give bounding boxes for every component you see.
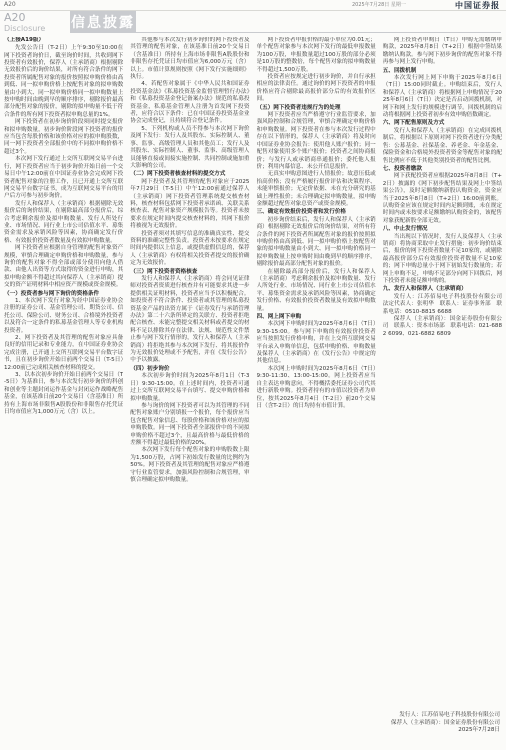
section-heading: （二）网下投资者核查材料的提交方式 [130, 171, 226, 178]
body-paragraph: 本次网下发行通过上交所互联网交易平台进行，网下投资者应当于初步询价开始日前一个交易日中午12:00前在中国证券业协会完成网下投资者配售对象的注册工作，且已开通上交所互联网交易平台数字证书，成为互联网交易平台的用户后方可参与初步询价。 [4, 156, 124, 200]
section-english: Disclosure [4, 24, 46, 33]
article-body [4, 37, 502, 687]
section-heading: 四、网上网下申购 [256, 314, 302, 321]
article-column-3 [257, 37, 376, 687]
body-paragraph: 网下投资者应根据自身管理的配售对象资产规模，审慎合理确定申购价格和申购数量，参与询价的配售对象不得全部或部分使用向他人借款、由他人出资等方式取得的资金进行申购，其拟申购金额不得超过其向保荐人（主承销商）提交的资产证明材料中相应资产规模或资金规模。 [4, 245, 124, 289]
body-paragraph: 4、若配售对象属于《中华人民共和国证券投资基金法》《私募投资基金监督管理暂行办法》和《私募投资基金登记备案办法》规范的私募投资基金，私募基金管理人注册为首发网下投资者，应符合以下条件：已在中国证券投资基金业协会完成登记，且持续符合登记条件。 [130, 81, 250, 125]
body-paragraph: 初步询价结束后，发行人和保荐人（主承销商）根据剔除无效报价后的询价结果，对所有符合条件的网下投资者所属配售对象的报价按照拟申购价格由高到低、同一拟申购价格上按配售对象的拟申购数量由小到大、同一拟申购价格同一拟申购数量上按申购时间由晚到早的顺序排序，剔除报价最高部分配售对象的报价。 [256, 216, 376, 268]
body-paragraph: 本次初步询价时间为2025年8月1日（T-3日）9:30-15:00。在上述时间内，投资者可通过上交所互联网交易平台填写、提交申购价格和拟申购数量。 [130, 373, 250, 402]
signature-sponsor: 保荐人（主承销商）：国金证券股份有限公司 [390, 719, 500, 726]
section-heading: 八、中止发行情况 [382, 226, 428, 233]
section-heading: 九、发行人和保荐人（主承销商） [382, 286, 467, 293]
body-paragraph: 当出现以下情况时，发行人及保荐人（主承销商）将协商采取中止发行措施：初步询价结束后，报价的网下投资者数量不足10家的，或剔除最高报价部分后有效报价投资者数量不足10家的；网下申购总量小于网下初始发行数量的；若网上申购不足，申购不足部分向网下回拨后，网下投资者未能足额申购的。 [382, 233, 502, 284]
body-paragraph: 投资者须对其填写信息的准确真实性、提交资料的准确完整性负责。投资者未按要求在规定时间内提供以上信息，或提供虚假信息的，保荐人（主承销商）有权将相关投资者提交的报价确定为无效报价。 [130, 230, 250, 267]
body-paragraph: 参与询价的网下投资者可以为其管理的不同配售对象账户分别填报一个报价，每个报价应当包含配售对象信息、每股价格和该价格对应的拟申购股数。同一网下投资者全部报价中的不同拟申购价格不超过3个，且最高价格与最低价格的差额不得超过最低价格的20%。 [130, 402, 250, 446]
section-banner [70, 11, 136, 33]
body-paragraph: 网下投资者及其管理的配售对象应于2025年7月29日（T-5日）中午12:00前通过保荐人（主承销商）网下投资者管理系统提交核查材料，核查材料包括网下投资者承诺函、关联关系核查表、配售对象资产规模报告等。投资者未按要求在规定时间内提交核查材料的，其网下报价将被视为无效报价。 [130, 178, 250, 230]
body-paragraph: 发行人：江苏佰易电子科技股份有限公司 法定代表人：张明华 联系人：证券事务部 联系电话：0510-8815 6688 [382, 293, 502, 315]
continuation-tag: （上接A19版） [4, 37, 45, 43]
article-column-4 [383, 37, 502, 687]
body-paragraph: 其他参与本次发行初步询价的网下投资者及其管理的配售对象，在该基准日前20个交易日（含基准日）所持有上海市场非限售A股股份和非限售存托凭证日均市值应为6,000万元（含）以上。市值计算规则按照《网下发行实施细则》执行。 [130, 37, 250, 81]
section-title: 信息披露 [71, 15, 135, 31]
section-heading: （五）网下投资者违规行为的处理 [256, 104, 341, 111]
article-column-1 [4, 37, 123, 687]
body-paragraph: 1、本次网下发行对象为经中国证券业协会注册的证券公司、基金管理公司、期货公司、信托公司、保险公司、财务公司、合格境外投资者以及符合一定条件的私募基金管理人等专业机构投资者。 [4, 298, 124, 334]
signature-issuer: 发行人：江苏佰易电子科技股份有限公司 [399, 712, 500, 718]
body-paragraph: 本次网上申购时间为2025年8月6日（T日）9:30-11:30、13:00-15:00。网上投资者应当自主表达申购意向，不得概括委托证券公司代其进行新股申购。投资者持有的市值以投资者为单位，按其2025年8月4日（T-2日）前20个交易日（含T-2日）的日均持有市值计算。 [256, 365, 376, 409]
page-label [4, 12, 45, 33]
issue-date: 2025年7月28日 星期一 [352, 2, 406, 8]
body-paragraph: 先发公告日（T-2日）上午9:30至10:00在网下投资者询价日，截至询价时间，共收到网下投资者有效报价，保荐人（主承销商）根据剔除无效报价后的询价结果，对所有符合条件的网下投资者所属配售对象的报价按照拟申购价格由高到低、同一拟申购价格上按配售对象的拟申购数量由小到大、同一拟申购价格同一拟申购数量上按申购时间由晚到早的顺序排序，剔除报价最高部分配售对象的报价，剔除的拟申购量不低于符合条件的所有网下投资者拟申购总量的1%。 [4, 45, 124, 118]
section-heading: 五、回拨机制 [382, 67, 417, 74]
body-paragraph: 发行人和保荐人（主承销商）在完成回拨机制后，将根据以下原则对网下投资者进行分类配售：公募基金、社保基金、养老金、年金基金、保险资金和合格境外投资者资金等配售对象的配售比例应不低于其他类别投资者的配售比例。 [382, 127, 502, 164]
body-paragraph: 发行人和保荐人（主承销商）将会同见证律师对投资者资质进行核查并有可能要求其进一步提供相关证明材料，投资者应当予以积极配合。如投资者不符合条件、投资者或其管理的私募投资基金产品的出资方属于《证券发行与承销管理办法》第二十六条所界定的关联方、投资者拒绝配合核查、未能完整提交相关材料或者提交的材料不足以排除其存在法律、法规、规范性文件禁止参与网下发行情形的，发行人和保荐人（主承销商）将拒绝其参与本次网下发行、将其报价作为无效报价处理或不予配售，并在《发行公告》中予以披露。 [130, 276, 250, 364]
section-heading: 六、网下配售原则及方式 [382, 120, 445, 127]
top-page-number: A20 [4, 1, 16, 8]
section-heading: （一）投资者参与网下询价的资格条件 [4, 290, 100, 297]
body-paragraph: 本次网下申购时间为2025年8月6日（T日）9:30-15:00。参与网下申购的有效报价投资者应当按照发行价格申购，并在上交所互联网交易平台录入申购单信息，包括申购价格、申购数量及保荐人（主承销商）在《发行公告》中规定的其他信息。 [256, 321, 376, 365]
signature-date: 2025年7月28日 [458, 727, 500, 733]
body-paragraph: 网下投资者在初步询价阶段须同时提交报价和拟申购数量，初步询价阶段网下投资者的报价应当包含每股价格和该价格对应的拟申购股数，同一网下投资者全部报价中的不同拟申购价格不超过3个。 [4, 119, 124, 155]
body-paragraph: 网下投资者应当严格遵守行业监管要求，加强风险控制和合规管理，审慎合理确定申购价格和申购数量。网下投资者在参与本次发行过程中存在以下情形的，保荐人（主承销商）将及时向中国证券业协会报告：使用他人账户报价；同一配售对象使用多个账户报价；投资者之间协商报价；与发行人或承销商串通报价；委托他人报价；利用内幕信息、未公开信息报价。 [256, 112, 376, 170]
header-rule [136, 32, 501, 33]
body-paragraph: 3、以本次初步询价开始日前两个交易日（T-5日）为基准日，参与本次发行初步询价的科创和创业等主题封闭运作基金与封闭运作战略配售基金，在该基准日前20个交易日（含基准日）所持有上海市场非限售A股股份和非限售存托凭证日均市值应为1,000万元（含）以上。 [4, 372, 124, 416]
body-paragraph: 2、网下投资者及其管理的配售对象应具备良好的信用记录和专业能力，在中国证券业协会完成注册，已开通上交所互联网交易平台数字证书，且在初步询价开始日前两个交易日（T-5日）12:00前已完成相关核查材料的提交。 [4, 335, 124, 371]
body-paragraph: 本次发行网上网下申购于2025年8月6日（T日）15:00同时截止。申购结束后，发行人和保荐人（主承销商）将根据网上申购情况于2025年8月6日（T日）决定是否启动回拨机制，对网下和网上发行的规模进行调节。回拨机制的启动将根据网上投资者初步有效申购倍数确定。 [382, 75, 502, 119]
body-paragraph: 在剔除最高部分报价后，发行人和保荐人（主承销商）考虑剩余报价及拟申购数量、发行人所处行业、市场情况、同行业上市公司估值水平、募集资金需求及承销风险等因素，协商确定发行价格、有效报价投资者数量及有效拟申购数量。 [256, 268, 376, 312]
body-paragraph: 发行人和保荐人（主承销商）根据剔除无效报价后的询价结果，在剔除最高部分报价后，综合考虑剩余报价及拟申购数量、发行人所处行业、市场情况、同行业上市公司估值水平、募集资金需求及承销风险等因素，协商确定发行价格、有效报价投资者数量及有效拟申购数量。 [4, 200, 124, 244]
top-strip [0, 0, 506, 11]
body-paragraph: 本次网下发行每个配售对象的申购股数上限为1,500万股，占网下初始发行数量的比例约为50%。网下投资者及其管理的配售对象应严格遵守行业监管要求，加强风险控制和合规管理，审慎合理确定拟申购数量。 [130, 447, 250, 483]
article-column-2 [130, 37, 249, 687]
body-paragraph: 5、下列机构或人员不得参与本次网下询价及网下发行：发行人及其股东、实际控制人、董事、监事、高级管理人员和其他员工；发行人及其股东、实际控制人、董事、监事、高级管理人员能够直接或间接实施控制、共同控制或施加重大影响的公司。 [130, 125, 250, 169]
newspaper-name: 中国证券报 [455, 0, 500, 10]
body-paragraph: 无真实申购意图进行人情报价；故意压低或抬高价格；没有严格履行报价评估和决策程序、未能审慎报价；无定价依据、未在充分研究的基础上理性报价；未合理确定拟申购数量，拟申购金额超过配售对象总资产或资金规模。 [256, 171, 376, 207]
signature-block [391, 712, 500, 735]
body-paragraph: 网下获配投资者应根据2025年8月8日（T+2日）披露的《网下初步配售结果及网上中签结果公告》，及时足额缴纳新股认购资金，资金应当于2025年8月8日（T+2日）16:00前到账。认购资金应该在规定时间内足额到账，未在规定时间内或未按要求足额缴纳认购资金的，该配售对象获配新股全部无效。 [382, 173, 502, 224]
body-paragraph: 保荐人（主承销商）：国金证券股份有限公司 联系人：资本市场部 联系电话：021-6882 6099、021-6882 6809 [382, 316, 502, 337]
section-heading: （四）初步询价 [130, 365, 170, 372]
body-paragraph: 网下投资者申报价格的最小单位为0.01元；单个配售对象参与本次网下发行的最低申报数量为100万股，申报数量超过100万股的部分必须是10万股的整数倍，每个配售对象的拟申购数量不得超过1,500万股。 [256, 37, 376, 73]
section-heading: 七、投资者缴款 [382, 165, 422, 172]
body-paragraph: 网上投资者申购日（T日）申购无需缴纳申购款，2025年8月8日（T+2日）根据中签结果缴纳认购款。参与网下初步询价的配售对象不得再参与网上发行申购。 [382, 37, 502, 66]
section-heading: （三）网下投资者资格核查 [130, 268, 198, 275]
body-paragraph: 投资者应按规定进行初步询价，并自行承担相应的法律责任。通过询价的网下投资者的申报价格应符合剔除最高报价部分后的有效报价区间。 [256, 74, 376, 103]
section-heading: 三、确定有效报价投资者和发行价格 [256, 209, 347, 216]
page-number: A20 [4, 11, 26, 24]
